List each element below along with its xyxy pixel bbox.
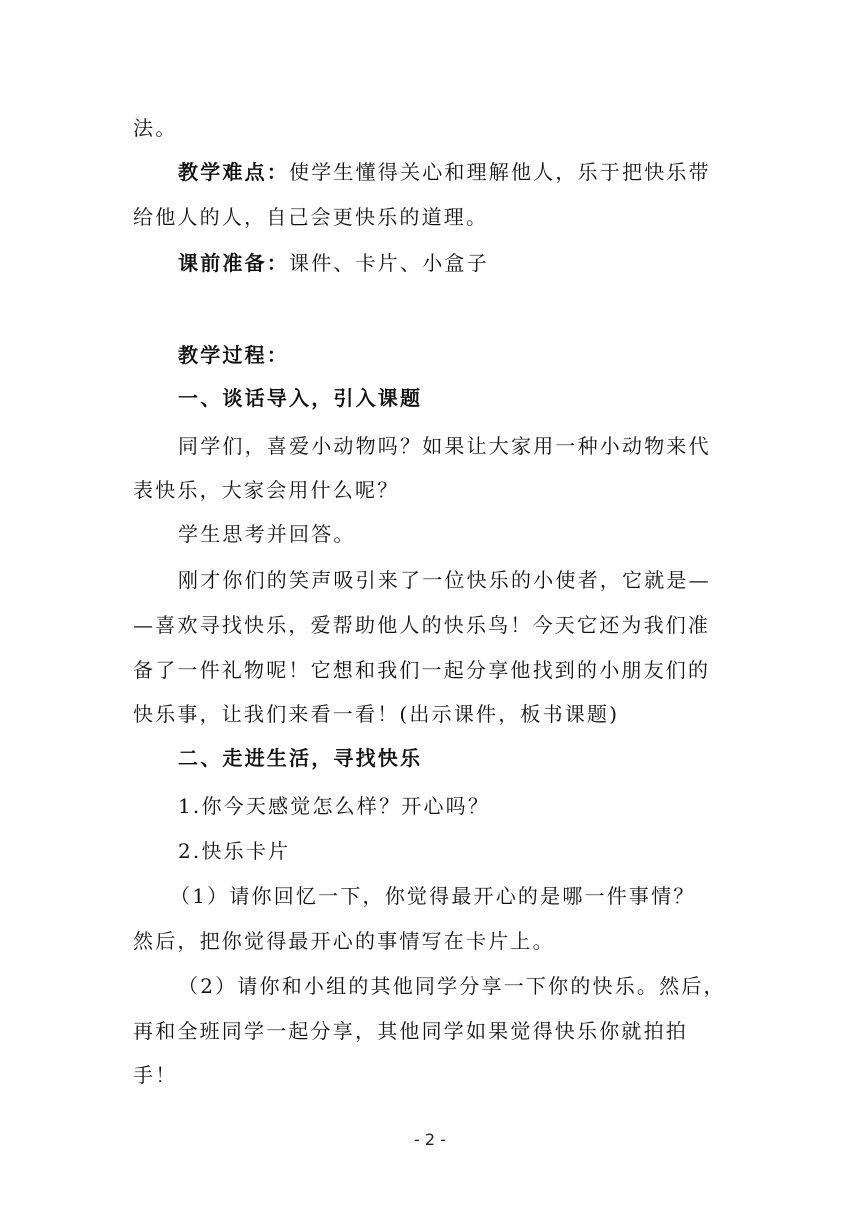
- text-line: 然后，把你觉得最开心的事情写在卡片上。: [133, 929, 555, 953]
- text-line: 法。: [133, 116, 178, 140]
- text-line: 2.快乐卡片: [178, 839, 291, 863]
- difficulty-label: 教学难点：: [178, 160, 289, 184]
- text-line: 手！: [133, 1063, 178, 1087]
- section-heading: 二、走进生活，寻找快乐: [178, 746, 423, 770]
- text-line: （1）请你回忆一下，你觉得最开心的是哪一件事情？: [170, 884, 696, 908]
- text-line: 给他人的人，自己会更快乐的道理。: [133, 205, 489, 229]
- text-line: 刚才你们的笑声吸引来了一位快乐的小使者，它就是—: [178, 568, 711, 592]
- text-line: 学生思考并回答。: [178, 522, 356, 546]
- text-line: （2）请你和小组的其他同学分享一下你的快乐。然后，: [178, 974, 726, 998]
- difficulty-paragraph: [178, 158, 734, 186]
- page-number: - 2 -: [414, 1130, 446, 1149]
- prep-paragraph: [178, 249, 734, 277]
- text-line: 同学们，喜爱小动物吗？如果让大家用一种小动物来代: [178, 434, 711, 458]
- text-line: 表快乐，大家会用什么呢？: [133, 478, 400, 502]
- difficulty-text: 使学生懂得关心和理解他人，乐于把快乐带: [289, 160, 711, 184]
- prep-text: 课件、卡片、小盒子: [289, 251, 489, 275]
- section-heading: 一、谈话导入，引入课题: [178, 386, 423, 410]
- prep-label: 课前准备：: [178, 251, 289, 275]
- text-line: 备了一件礼物呢！它想和我们一起分享他找到的小朋友们的: [133, 658, 711, 682]
- process-heading: 教学过程：: [178, 343, 289, 367]
- text-line: 再和全班同学一起分享，其他同学如果觉得快乐你就拍拍: [133, 1019, 688, 1043]
- text-line: —喜欢寻找快乐，爱帮助他人的快乐鸟！今天它还为我们准: [133, 613, 711, 637]
- text-line: 1.你今天感觉怎么样？开心吗？: [178, 794, 491, 818]
- text-line: 快乐事，让我们来看一看！(出示课件，板书课题): [133, 702, 620, 726]
